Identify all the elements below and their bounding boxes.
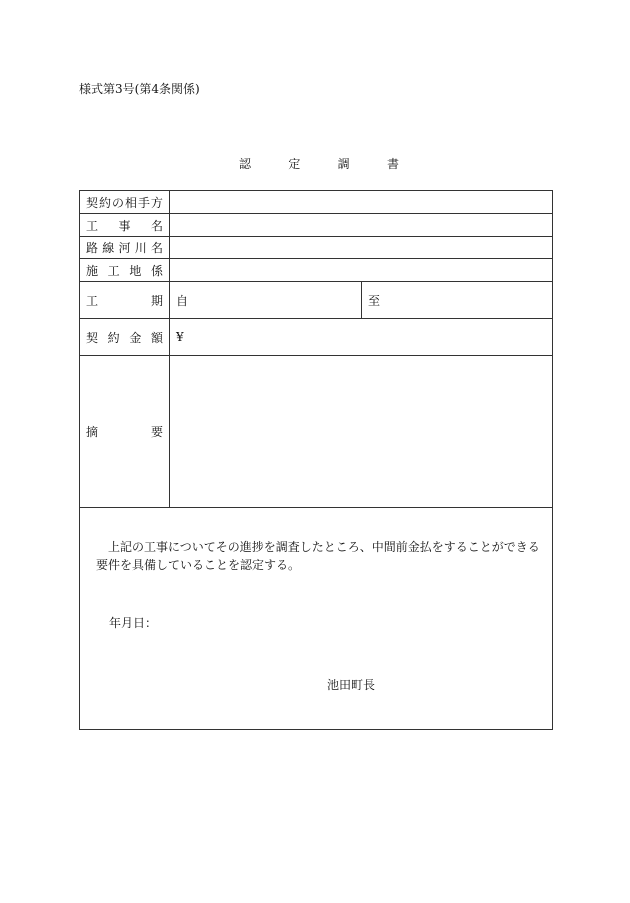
label-char: 要 bbox=[150, 425, 163, 439]
label-char: 相 bbox=[124, 195, 137, 210]
label-contract-party bbox=[80, 191, 170, 213]
row-period bbox=[80, 282, 552, 319]
title-char: 書 bbox=[386, 157, 399, 171]
row-project-name bbox=[80, 214, 552, 237]
period-from-field[interactable]: 自 bbox=[176, 293, 189, 308]
title-char: 調 bbox=[337, 157, 350, 171]
row-contract-amount bbox=[80, 319, 552, 356]
label-char: 工 bbox=[86, 293, 99, 308]
project-name-field[interactable] bbox=[170, 214, 176, 236]
label-char: 方 bbox=[150, 195, 163, 210]
label-char: 手 bbox=[137, 195, 150, 210]
label-route-river bbox=[80, 237, 170, 258]
label-char: 工 bbox=[107, 263, 120, 278]
label-char: 係 bbox=[150, 263, 163, 278]
label-period bbox=[80, 282, 170, 318]
label-char: 金 bbox=[129, 330, 142, 345]
label-char: 額 bbox=[150, 330, 163, 345]
label-char: 川 bbox=[134, 241, 147, 255]
summary-field[interactable] bbox=[170, 356, 176, 507]
date-label: 年月日： bbox=[109, 616, 158, 630]
issuer-name: 池田町長 bbox=[327, 678, 376, 692]
form-number: 様式第3号(第4条関係) bbox=[79, 82, 200, 96]
period-divider bbox=[361, 282, 362, 318]
construction-site-field[interactable] bbox=[170, 259, 176, 281]
label-char: 事 bbox=[118, 218, 131, 233]
row-route-river bbox=[80, 237, 552, 259]
label-char: 名 bbox=[150, 241, 163, 255]
label-char: 名 bbox=[150, 218, 163, 233]
label-char: 地 bbox=[129, 263, 142, 278]
title-char: 定 bbox=[288, 157, 301, 171]
label-project-name bbox=[80, 214, 170, 236]
label-char: 施 bbox=[86, 263, 99, 278]
label-char: 河 bbox=[118, 241, 131, 255]
label-char: の bbox=[111, 195, 124, 210]
row-contract-party bbox=[80, 191, 552, 214]
label-char: 工 bbox=[86, 218, 99, 233]
certification-section bbox=[80, 508, 552, 729]
row-summary bbox=[80, 356, 552, 508]
label-char: 契 bbox=[86, 330, 99, 345]
label-char: 路 bbox=[86, 241, 99, 255]
certification-statement: 上記の工事についてその進捗を調査したところ、中間前金払をすることができる要件を具備していることを認定する。 bbox=[96, 540, 540, 572]
row-construction-site bbox=[80, 259, 552, 282]
contract-party-field[interactable] bbox=[170, 191, 176, 213]
label-contract-amount bbox=[80, 319, 170, 355]
label-char: 摘 bbox=[86, 425, 99, 439]
route-river-field[interactable] bbox=[170, 237, 176, 258]
label-char: 約 bbox=[98, 195, 111, 210]
label-char: 契 bbox=[86, 195, 99, 210]
label-summary bbox=[80, 356, 170, 507]
period-to-field[interactable]: 至 bbox=[368, 293, 381, 308]
document-title bbox=[239, 155, 399, 172]
title-char: 認 bbox=[239, 157, 252, 171]
certification-form-table bbox=[79, 190, 553, 730]
contract-amount-field[interactable]: ¥ bbox=[176, 330, 184, 344]
label-construction-site bbox=[80, 259, 170, 281]
label-char: 期 bbox=[150, 293, 163, 308]
label-char: 線 bbox=[102, 241, 115, 255]
label-char: 約 bbox=[107, 330, 120, 345]
